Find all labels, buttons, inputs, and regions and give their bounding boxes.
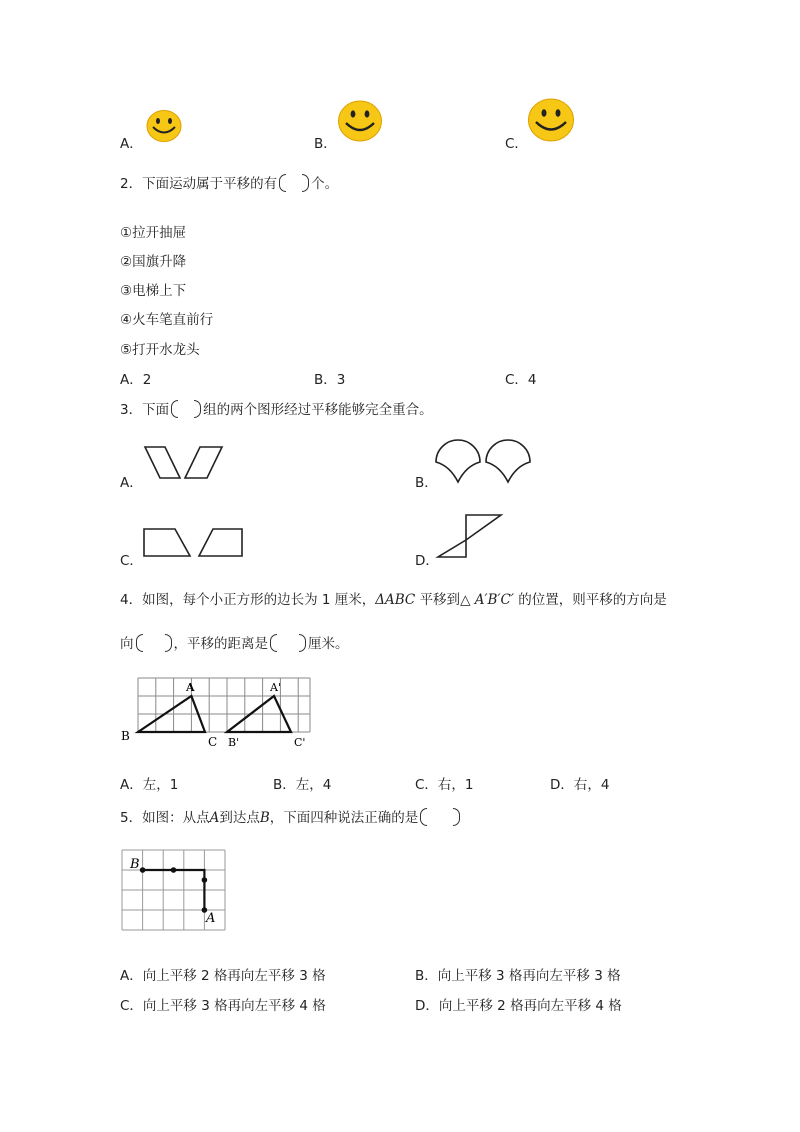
- point-a-label: A: [206, 911, 216, 926]
- answer-blank[interactable]: [418, 808, 462, 825]
- point-b-label: B: [130, 857, 140, 872]
- triangle-shape: [466, 515, 501, 540]
- q5-grid-figure: [122, 848, 232, 934]
- q2-option-c[interactable]: C．4: [505, 372, 537, 388]
- q4-option-d[interactable]: D．右，4: [550, 777, 610, 793]
- point-a-prime-label: A': [270, 681, 281, 694]
- point-c-label: C: [208, 735, 218, 749]
- q3-option-c-label[interactable]: C．: [120, 553, 143, 569]
- q5-stem: 5．如图：从点A到达点B，下面四种说法正确的是: [120, 806, 462, 826]
- smiley-face-icon: [526, 97, 578, 145]
- q5-option-a[interactable]: A．向上平移 2 格再向左平移 3 格: [120, 968, 326, 984]
- q1-option-b-label[interactable]: B．: [314, 136, 337, 152]
- q4-stem-line1: 4．如图，每个小正方形的边长为 1 厘米，ΔABC 平移到△ A′B′C′ 的位置，则平移的方向是: [120, 592, 667, 608]
- q2-item: ③电梯上下: [120, 283, 187, 299]
- q5-option-d[interactable]: D．向上平移 2 格再向左平移 4 格: [415, 998, 622, 1014]
- q3-stem: 3．下面 组的两个图形经过平移能够完全重合。: [120, 402, 433, 418]
- q3-option-b-label[interactable]: B．: [415, 475, 438, 491]
- trapezoid-shape: [199, 529, 242, 556]
- answer-blank[interactable]: [277, 174, 311, 191]
- q4-stem-line2: 向 ，平移的距离是 厘米。: [120, 636, 349, 652]
- point-b-prime-label: B': [228, 736, 240, 749]
- smiley-face-icon: [336, 99, 386, 145]
- q5-option-b[interactable]: B．向上平移 3 格再向左平移 3 格: [415, 968, 621, 984]
- q2-item: ①拉开抽屉: [120, 225, 187, 241]
- q2-stem: 2．下面运动属于平移的有 个。: [120, 176, 339, 192]
- answer-blank[interactable]: [268, 634, 308, 651]
- q2-item: ⑤打开水龙头: [120, 342, 200, 358]
- q4-grid-figure: [118, 674, 318, 754]
- smiley-face-icon: [145, 109, 185, 145]
- point-c-prime-label: C': [294, 736, 306, 749]
- answer-blank[interactable]: [169, 400, 203, 417]
- q2-option-a[interactable]: A．2: [120, 372, 152, 388]
- q1-option-a-label[interactable]: A．: [120, 136, 143, 152]
- q4-option-c[interactable]: C．右，1: [415, 777, 474, 793]
- q2-item: ④火车笔直前行: [120, 312, 214, 328]
- triangle-shape: [438, 540, 466, 557]
- q3-option-a-label[interactable]: A．: [120, 475, 143, 491]
- q4-option-b[interactable]: B．左，4: [273, 777, 332, 793]
- point-b-label: B: [121, 729, 130, 743]
- point-a-label: A: [186, 681, 195, 694]
- point-b-dot: [140, 867, 146, 873]
- q3-option-a-figure: [140, 443, 240, 483]
- q5-option-c[interactable]: C．向上平移 3 格再向左平移 4 格: [120, 998, 326, 1014]
- path-dot: [171, 867, 177, 873]
- q2-item: ②国旗升降: [120, 254, 187, 270]
- q3-option-d-label[interactable]: D．: [415, 553, 439, 569]
- q4-option-a[interactable]: A．左，1: [120, 777, 179, 793]
- parallelogram-shape: [145, 447, 180, 478]
- q3-option-d-figure: [436, 512, 506, 560]
- answer-blank[interactable]: [134, 634, 174, 651]
- path-dot: [202, 877, 208, 883]
- q1-option-c-label[interactable]: C．: [505, 136, 528, 152]
- q3-option-c-figure: [141, 526, 251, 560]
- fan-shape: [436, 440, 480, 482]
- parallelogram-shape: [185, 447, 222, 478]
- fan-shape: [486, 440, 530, 482]
- trapezoid-shape: [144, 529, 190, 556]
- q2-option-b[interactable]: B．3: [314, 372, 346, 388]
- q3-option-b-figure: [436, 440, 536, 486]
